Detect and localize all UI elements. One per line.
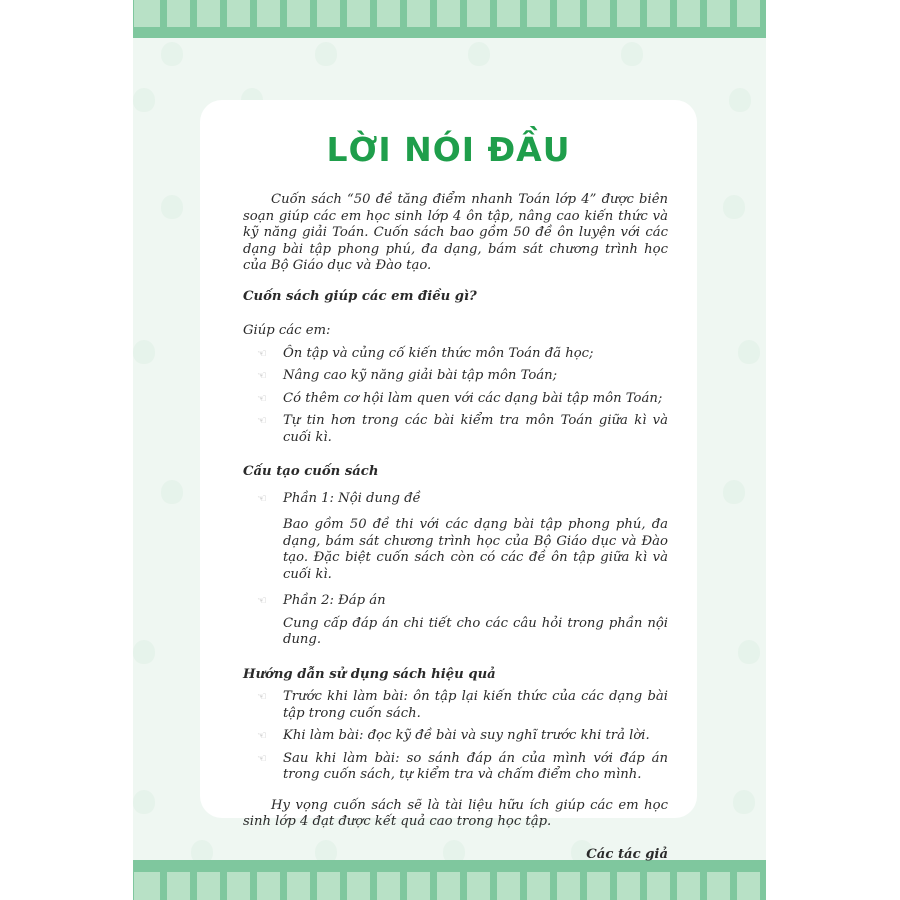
cat-silhouette-decoration — [733, 790, 755, 814]
part-1-label: Phần 1: Nội dung đề — [283, 490, 421, 506]
pointing-hand-icon: ☜ — [257, 751, 267, 765]
closing-paragraph: Hy vọng cuốn sách sẽ là tài liệu hữu ích giúp các em học sinh lớp 4 đạt được kết quả cao trong học tập. — [243, 797, 668, 829]
list-item: ☜ Tự tin hơn trong các bài kiểm tra môn Toán giữa kì và cuối kì. — [257, 413, 668, 445]
cat-silhouette-decoration — [133, 640, 155, 664]
pointing-hand-icon: ☜ — [257, 491, 267, 505]
section-heading-structure: Cấu tạo cuốn sách — [243, 464, 379, 479]
part-2-description: Cung cấp đáp án chi tiết cho các câu hỏi trong phần nội dung. — [283, 615, 668, 647]
list-item: ☜ Sau khi làm bài: so sánh đáp án của mình với đáp án trong cuốn sách, tự kiểm tra và chấm điểm cho mình. — [257, 750, 668, 782]
part-2-label: Phần 2: Đáp án — [283, 593, 386, 608]
cat-silhouette-decoration — [161, 42, 183, 66]
part-1-description: Bao gồm 50 đề thi với các dạng bài tập phong phú, đa dạng, bám sát chương trình học của Bộ Giáo dục và Đào tạo. Đặc biệt cuốn sách còn có các đề ôn tập giữa kì và cuối kì. — [283, 517, 668, 582]
cat-silhouette-decoration — [723, 195, 745, 219]
cat-silhouette-decoration — [315, 42, 337, 66]
preface-card — [200, 100, 697, 862]
pointing-hand-icon: ☜ — [257, 690, 267, 703]
pointing-hand-icon: ☜ — [257, 346, 267, 360]
intro-paragraph: Cuốn sách “50 đề tăng điểm nhanh Toán lớp 4” được biên soạn giúp các em học sinh lớp 4 ôn tập, nâng cao kiến thức và kỹ năng giải Toán. Cuốn sách bao gồm 50 đề ôn luyện với các dạng bài tập phong phú, đa dạng, bám sát chương trình học của Bộ Giáo dục và Đào tạo. — [243, 192, 668, 273]
list-item — [243, 491, 668, 508]
section-heading-benefits: Cuốn sách giúp các em điều gì? — [243, 288, 477, 304]
top-stripe-border — [133, 0, 766, 38]
cat-silhouette-decoration — [723, 480, 745, 504]
cat-silhouette-decoration — [729, 88, 751, 112]
list-item: ☜ Nâng cao kỹ năng giải bài tập môn Toán; — [257, 368, 558, 383]
list-item — [243, 593, 668, 610]
benefits-lead: Giúp các em: — [243, 323, 331, 338]
cat-silhouette-decoration — [161, 480, 183, 504]
pointing-hand-icon: ☜ — [257, 369, 267, 382]
cat-silhouette-decoration — [133, 790, 155, 814]
signature: Các tác giả — [586, 846, 668, 862]
cat-silhouette-decoration — [621, 42, 643, 66]
cat-silhouette-decoration — [468, 42, 490, 66]
pointing-hand-icon: ☜ — [257, 391, 267, 405]
cat-silhouette-decoration — [161, 195, 183, 219]
pointing-hand-icon: ☜ — [257, 729, 267, 742]
pointing-hand-icon: ☜ — [257, 594, 267, 607]
page-title: LỜI NÓI ĐẦU — [326, 130, 571, 169]
cat-silhouette-decoration — [133, 88, 155, 112]
cat-silhouette-decoration — [738, 640, 760, 664]
cat-silhouette-decoration — [738, 340, 760, 364]
section-heading-usage: Hướng dẫn sử dụng sách hiệu quả — [243, 666, 496, 682]
list-item: ☜ Khi làm bài: đọc kỹ đề bài và suy nghĩ trước khi trả lời. — [257, 728, 650, 743]
cat-silhouette-decoration — [133, 340, 155, 364]
pointing-hand-icon: ☜ — [257, 414, 267, 427]
list-item: ☜ Ôn tập và củng cố kiến thức môn Toán đã học; — [257, 345, 594, 361]
preface-content — [243, 192, 668, 876]
list-item: ☜ Có thêm cơ hội làm quen với các dạng bài tập môn Toán; — [257, 390, 663, 406]
list-item: ☜ Trước khi làm bài: ôn tập lại kiến thức của các dạng bài tập trong cuốn sách. — [257, 689, 668, 721]
